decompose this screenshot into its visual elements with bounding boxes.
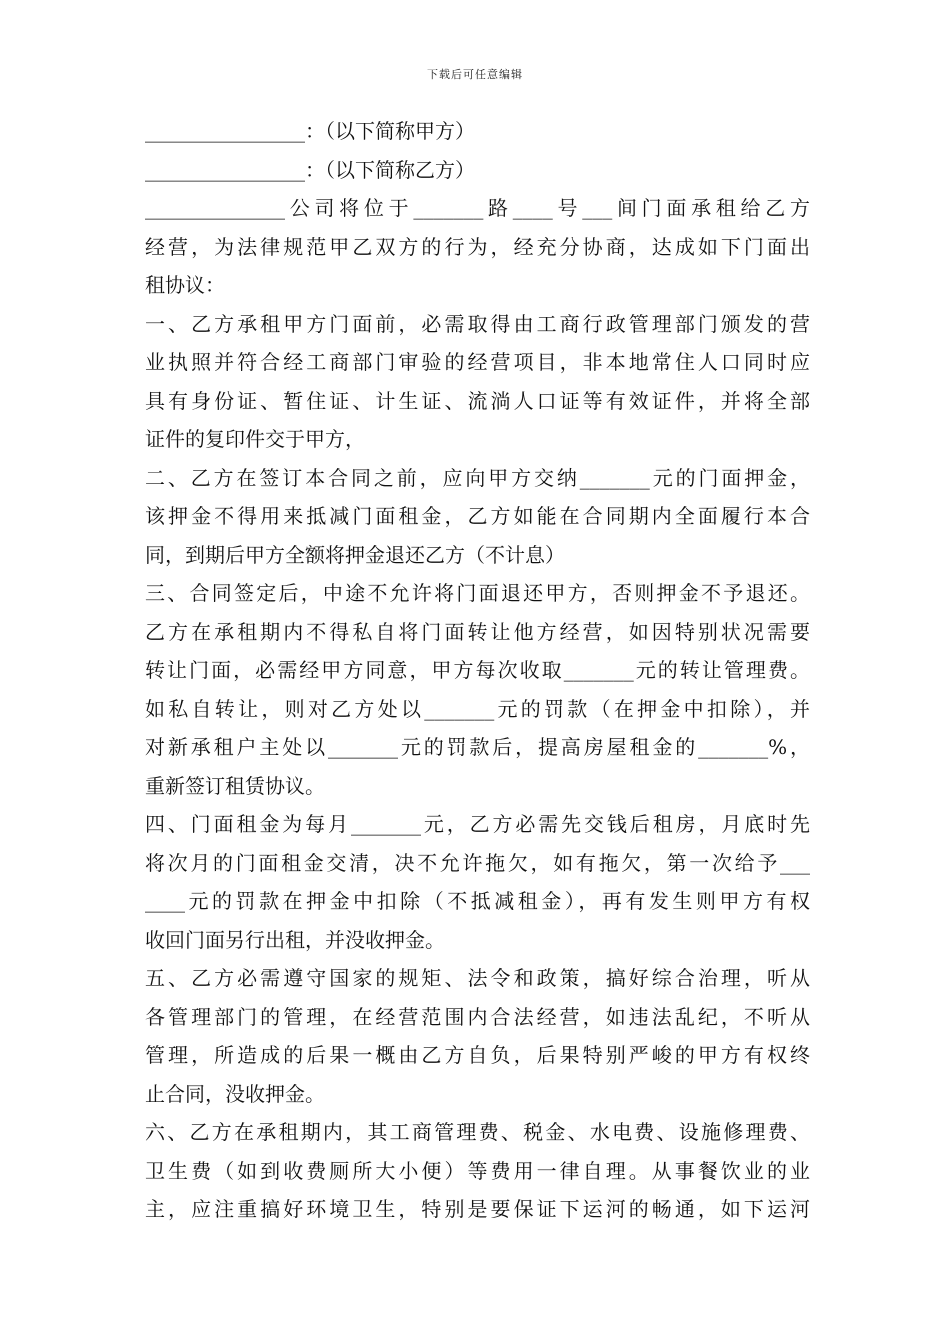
clause-4-line: 收回门面另行出租，并没收押金。 xyxy=(145,927,445,952)
clause-3-line: 三、合同签定后，中途不允许将门面退还甲方，否则押金不予退还。 xyxy=(145,581,810,605)
clause-3-line: 对新承租户主处以_______元的罚款后，提高房屋租金的_______%， xyxy=(145,735,810,759)
clause-1-line: 一、乙方承租甲方门面前，必需取得由工商行政管理部门颁发的营 xyxy=(145,311,810,336)
intro-line: ______________公司将位于_______路____号___间门面承租给乙方 xyxy=(145,196,810,220)
clause-5-line: 止合同，没收押金。 xyxy=(145,1081,325,1106)
contract-body xyxy=(145,112,810,1229)
clause-4-line: 四、门面租金为每月_______元，乙方必需先交钱后租房，月底时先 xyxy=(145,812,810,836)
clause-2-line: 该押金不得用来抵减门面租金，乙方如能在合同期内全面履行本合 xyxy=(145,504,810,528)
clause-3-line: 转让门面，必需经甲方同意，甲方每次收取_______元的转让管理费。 xyxy=(145,658,810,682)
page-header-note: 下载后可任意编辑 xyxy=(427,68,523,81)
clause-2-line: 同，到期后甲方全额将押金退还乙方（不计息） xyxy=(145,542,565,567)
clause-3-line: 重新签订租赁协议。 xyxy=(145,773,325,798)
clause-1-line: 证件的复印件交于甲方， xyxy=(145,427,365,451)
clause-3-line: 如私自转让，则对乙方处以_______元的罚款（在押金中扣除），并 xyxy=(145,696,810,721)
clause-5-line: 管理，所造成的后果一概由乙方自负，后果特别严峻的甲方有权终 xyxy=(145,1043,810,1067)
clause-6-line: 六、乙方在承租期内，其工商管理费、税金、水电费、设施修理费、 xyxy=(145,1120,810,1144)
clause-3-line: 乙方在承租期内不得私自将门面转让他方经营，如因特别状况需要 xyxy=(145,619,810,644)
clause-5-line: 五、乙方必需遵守国家的规矩、法令和政策，搞好综合治理，听从 xyxy=(145,966,810,990)
clause-1-line: 具有身份证、暂住证、计生证、流淌人口证等有效证件，并将全部 xyxy=(145,388,810,413)
clause-2-line: 二、乙方在签订本合同之前，应向甲方交纳_______元的门面押金， xyxy=(145,465,810,490)
clause-6-line: 主，应注重搞好环境卫生，特别是要保证下运河的畅通，如下运河 xyxy=(145,1197,810,1221)
intro-line: 经营，为法律规范甲乙双方的行为，经充分协商，达成如下门面出 xyxy=(145,234,810,259)
clause-1-line: 业执照并符合经工商部门审验的经营项目，非本地常住人口同时应 xyxy=(145,350,810,374)
clause-6-line: 卫生费（如到收费厕所大小便）等费用一律自理。从事餐饮业的业 xyxy=(145,1158,810,1183)
clause-4-line: ____元的罚款在押金中扣除（不抵减租金），再有发生则甲方有权 xyxy=(145,889,810,913)
clause-5-line: 各管理部门的管理，在经营范围内合法经营，如违法乱纪，不听从 xyxy=(145,1004,810,1029)
intro-line: 租协议： xyxy=(145,273,225,297)
party-a-line: ________________：（以下简称甲方） xyxy=(145,119,475,143)
party-b-line: ________________：（以下简称乙方） xyxy=(145,157,475,182)
clause-4-line: 将次月的门面租金交清，决不允许拖欠，如有拖欠，第一次给予___ xyxy=(145,850,810,875)
